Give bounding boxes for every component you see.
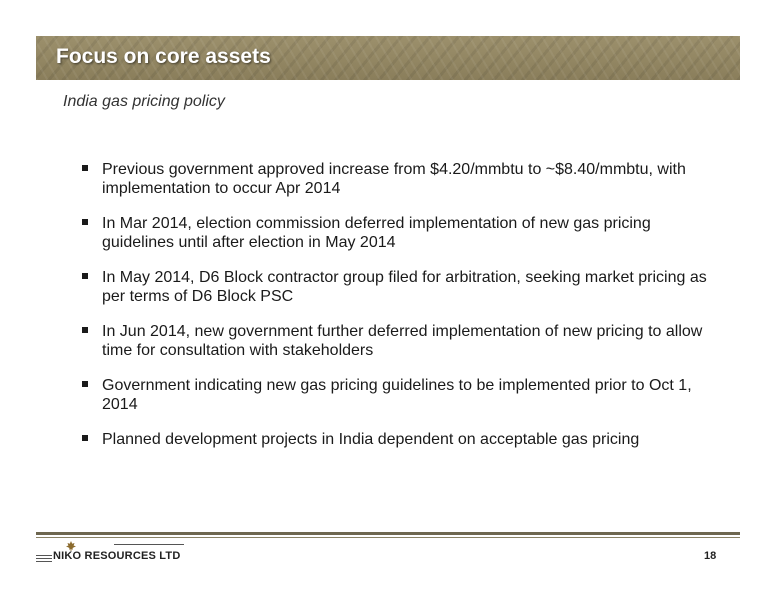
logo-text: NIKO RESOURCES LTD	[53, 550, 181, 562]
bullet-item	[82, 214, 722, 252]
footer-divider	[36, 532, 740, 535]
bullet-item	[82, 430, 722, 449]
square-bullet-icon	[82, 219, 88, 225]
bullet-text: Government indicating new gas pricing guidelines to be implemented prior to Oct 1, 2014	[102, 377, 692, 413]
bullet-item	[82, 376, 722, 414]
company-logo	[36, 540, 186, 570]
bullet-text: Previous government approved increase from $4.20/mmbtu to ~$8.40/mmbtu, with implementation to occur Apr 2014	[102, 161, 686, 197]
bullet-text: In Mar 2014, election commission deferred implementation of new gas pricing guidelines until after election in May 2014	[102, 215, 651, 251]
logo-rule	[114, 544, 184, 545]
square-bullet-icon	[82, 165, 88, 171]
square-bullet-icon	[82, 435, 88, 441]
bullet-text: Planned development projects in India dependent on acceptable gas pricing	[102, 431, 640, 448]
title-bar	[36, 36, 740, 80]
slide-subtitle: India gas pricing policy	[63, 93, 225, 110]
square-bullet-icon	[82, 273, 88, 279]
footer-divider-thin	[36, 537, 740, 538]
bullet-item	[82, 268, 722, 306]
bullet-text: In May 2014, D6 Block contractor group filed for arbitration, seeking market pricing as per terms of D6 Block PSC	[102, 269, 707, 305]
square-bullet-icon	[82, 327, 88, 333]
slide-title: Focus on core assets	[56, 45, 271, 68]
logo-stripes	[36, 555, 52, 563]
bullet-list	[82, 160, 722, 465]
square-bullet-icon	[82, 381, 88, 387]
bullet-item	[82, 160, 722, 198]
bullet-item	[82, 322, 722, 360]
page-number: 18	[704, 550, 717, 562]
bullet-text: In Jun 2014, new government further deferred implementation of new pricing to allow time for consultation with stakeholders	[102, 323, 703, 359]
